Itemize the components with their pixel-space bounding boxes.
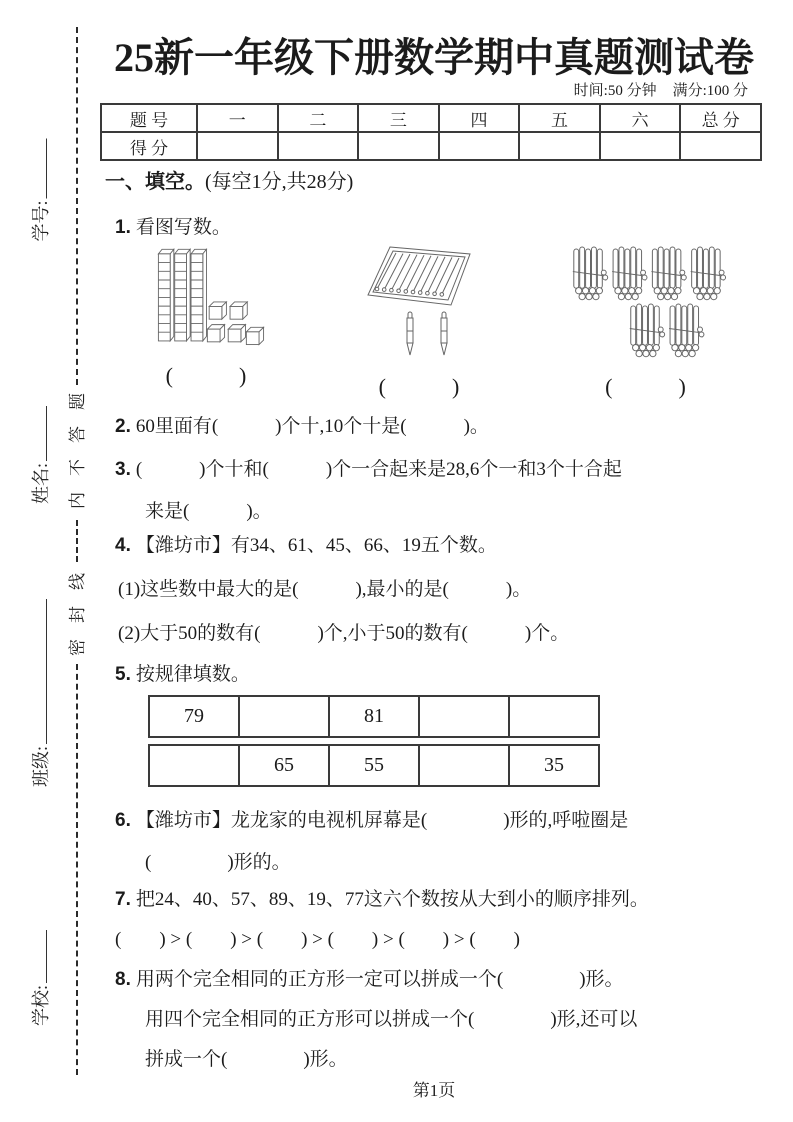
score-col-1: 一 bbox=[197, 104, 278, 132]
sequence-cell bbox=[418, 746, 508, 785]
base-ten-blocks-image bbox=[145, 243, 267, 350]
question-6-text-continued: ( )形的。 bbox=[145, 852, 291, 873]
student-id-blank bbox=[30, 138, 47, 198]
school-label: 学校: bbox=[31, 984, 51, 1027]
pen-box-image bbox=[360, 243, 478, 361]
school-blank bbox=[30, 930, 47, 983]
seal-dash-mid bbox=[76, 520, 78, 562]
seal-dash-bottom bbox=[76, 664, 78, 1075]
exam-content bbox=[100, 0, 768, 1122]
score-cell bbox=[358, 132, 439, 160]
page-title: 25新一年级下册数学期中真题测试卷 bbox=[114, 35, 754, 80]
section-1-note: (每空1分,共28分) bbox=[205, 171, 354, 193]
sequence-cell: 65 bbox=[238, 746, 328, 785]
answer-blank: ( ) bbox=[378, 374, 460, 399]
question-2-text: 60里面有( )个十,10个十是( )。 bbox=[135, 416, 489, 437]
class-label: 班级: bbox=[31, 745, 51, 788]
question-3-text: ( )个十和( )个一合起来是28,6个一和3个十合起 bbox=[135, 459, 622, 480]
class-blank bbox=[30, 599, 47, 744]
question-2-number: 2. bbox=[115, 416, 131, 437]
exam-time: 时间:50 分钟 bbox=[573, 83, 657, 99]
sequence-table-1 bbox=[148, 695, 600, 738]
exam-full-score: 满分:100 分 bbox=[672, 83, 748, 99]
question-6 bbox=[115, 800, 628, 884]
score-table-score-row bbox=[101, 132, 761, 160]
sequence-cell bbox=[150, 746, 238, 785]
score-table-header-row bbox=[101, 104, 761, 132]
section-1-heading bbox=[105, 165, 353, 194]
score-cell bbox=[197, 132, 278, 160]
score-col-3: 三 bbox=[358, 104, 439, 132]
sequence-cell: 81 bbox=[328, 697, 418, 736]
name-blank bbox=[30, 406, 47, 461]
question-8-text-line-2: 用四个完全相同的正方形可以拼成一个( )形,还可以 bbox=[145, 1009, 638, 1030]
score-cell bbox=[439, 132, 520, 160]
score-cell bbox=[519, 132, 600, 160]
sequence-cell: 79 bbox=[184, 705, 204, 727]
score-col-4: 四 bbox=[439, 104, 520, 132]
score-col-total: 总 分 bbox=[680, 104, 761, 132]
question-4-text: 【潍坊市】有34、61、45、66、19五个数。 bbox=[135, 535, 497, 556]
sequence-cell: 55 bbox=[328, 746, 418, 785]
score-cell bbox=[600, 132, 681, 160]
name-field bbox=[27, 406, 53, 504]
page-number: 第1页 bbox=[412, 1081, 456, 1100]
image-group-stick-bundles bbox=[563, 243, 728, 401]
question-4-sub-1: (1)这些数中最大的是( ),最小的是( )。 bbox=[118, 579, 532, 600]
score-cell bbox=[680, 132, 761, 160]
seal-char: 内 bbox=[67, 492, 87, 509]
sequence-table-2 bbox=[148, 744, 600, 787]
student-id-label: 学号: bbox=[31, 200, 51, 242]
exam-meta bbox=[574, 79, 748, 100]
answer-blank: ( ) bbox=[165, 363, 247, 388]
name-label: 姓名: bbox=[31, 462, 51, 505]
sequence-cell bbox=[418, 697, 508, 736]
question-4-sub-2: (2)大于50的数有( )个,小于50的数有( )个。 bbox=[118, 623, 570, 644]
score-col-5: 五 bbox=[519, 104, 600, 132]
class-field bbox=[27, 599, 53, 787]
seal-line bbox=[68, 27, 86, 1075]
question-8-text-line-3: 拼成一个( )形。 bbox=[145, 1049, 348, 1070]
score-col-6: 六 bbox=[600, 104, 681, 132]
question-2 bbox=[115, 406, 489, 448]
sequence-cell: 35 bbox=[508, 746, 598, 785]
section-1-title: 一、填空。 bbox=[105, 171, 205, 193]
question-4 bbox=[115, 524, 569, 656]
school-field bbox=[27, 930, 53, 1026]
seal-char: 答 bbox=[67, 426, 87, 443]
question-1-number: 1. bbox=[115, 217, 131, 238]
question-1-text: 看图写数。 bbox=[135, 217, 231, 238]
question-8 bbox=[115, 960, 637, 1080]
answer-blank: ( ) bbox=[605, 374, 686, 399]
question-1 bbox=[115, 208, 231, 248]
question-8-number: 8. bbox=[115, 969, 131, 990]
seal-char: 题 bbox=[67, 393, 87, 410]
question-3-number: 3. bbox=[115, 459, 131, 480]
question-6-number: 6. bbox=[115, 810, 131, 831]
question-5-number: 5. bbox=[115, 664, 131, 685]
seal-char: 不 bbox=[67, 459, 87, 476]
seal-char: 封 bbox=[67, 606, 87, 623]
seal-dash-top bbox=[76, 27, 78, 385]
question-4-number: 4. bbox=[115, 535, 131, 556]
question-1-images bbox=[100, 243, 768, 401]
seal-char: 密 bbox=[67, 639, 87, 656]
image-group-base-ten-blocks bbox=[145, 243, 267, 390]
score-table-label-score: 得 分 bbox=[101, 132, 197, 160]
question-5-text: 按规律填数。 bbox=[135, 664, 250, 685]
question-7-answer-blanks: ( ) > ( ) > ( ) > ( ) > ( ) > ( ) bbox=[115, 929, 521, 950]
question-7 bbox=[115, 880, 649, 960]
score-table-label-question-number: 题 号 bbox=[101, 104, 197, 132]
score-table bbox=[100, 103, 762, 161]
score-cell bbox=[278, 132, 359, 160]
score-col-2: 二 bbox=[278, 104, 359, 132]
question-7-text: 把24、40、57、89、19、77这六个数按从大到小的顺序排列。 bbox=[135, 889, 649, 910]
question-7-number: 7. bbox=[115, 889, 131, 910]
question-3-text-continued: 来是( )。 bbox=[145, 501, 272, 522]
stick-bundles-image bbox=[563, 243, 728, 361]
question-6-text: 【潍坊市】龙龙家的电视机屏幕是( )形的,呼啦圈是 bbox=[135, 810, 629, 831]
image-group-pen-box bbox=[360, 243, 478, 401]
question-8-text: 用两个完全相同的正方形一定可以拼成一个( )形。 bbox=[135, 969, 624, 990]
seal-char: 线 bbox=[67, 573, 87, 590]
question-3 bbox=[115, 449, 622, 533]
sequence-cell bbox=[238, 697, 328, 736]
question-5 bbox=[115, 655, 250, 695]
sequence-cell bbox=[508, 697, 598, 736]
student-id-field bbox=[27, 138, 53, 241]
